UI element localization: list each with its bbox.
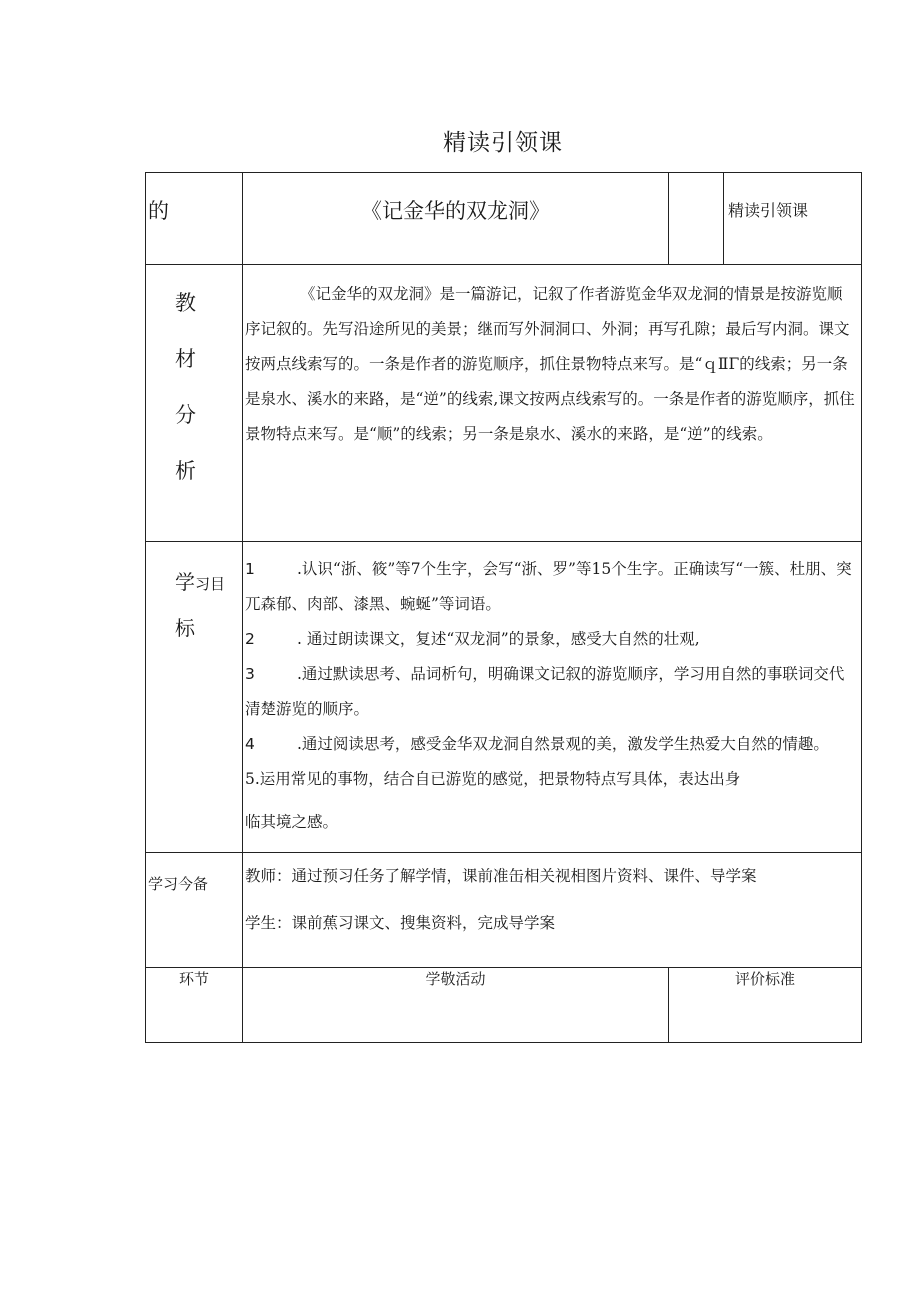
footer-row <box>146 968 862 1043</box>
goal-text: . 通过朗读课文，复述“双龙洞”的景象，感受大自然的壮观, <box>297 630 700 648</box>
goal-number: 1 <box>245 560 255 578</box>
course-type: 精读引领课 <box>724 173 862 265</box>
header-cell-3 <box>669 173 724 265</box>
goal-text: .认识“浙、筱”等7个生字，会写“浙、罗”等15个生字。正确读写“一簇、杜朋、突兀森郁、肉部、漆黑、蜿蜒”等词语。 <box>245 560 852 613</box>
goal-number: 4 <box>245 735 255 753</box>
goals-label-small: 习目 <box>195 575 226 593</box>
footer-cell-criteria: 评价标准 <box>669 968 862 1043</box>
prep-teacher: 教师：通过预习任务了解学情，课前准缶相关视相图片资料、课件、导学案 <box>245 867 757 885</box>
analysis-label-char: 析 <box>175 459 196 483</box>
goal-text: .通过阅读思考，感受金华双龙洞自然景观的美，激发学生热爱大自然的情趣。 <box>297 735 829 753</box>
header-cell-1: 的 <box>146 173 243 265</box>
goals-label-end: 标 <box>175 616 195 640</box>
page-title: 精读引领课 <box>443 130 563 156</box>
footer-cell-activity: 学敬活动 <box>243 968 669 1043</box>
analysis-row <box>146 265 862 542</box>
analysis-label-char: 教 <box>175 291 196 315</box>
lesson-plan-table <box>145 172 862 1043</box>
goal-number: 3 <box>245 665 255 683</box>
goal-number: 2 <box>245 630 255 648</box>
goals-row <box>146 542 862 853</box>
prep-row <box>146 853 862 968</box>
prep-label: 学习今备 <box>146 853 243 968</box>
analysis-label-char: 分 <box>175 403 196 427</box>
goal-item-5-continued: 临其境之感。 <box>245 813 339 831</box>
analysis-content <box>243 265 862 542</box>
goal-item-5: 5.运用常见的事物，结合自已游览的感觉，把景物特点写具体，表达出身 <box>245 770 741 788</box>
prep-content <box>243 853 862 968</box>
goal-item <box>245 552 857 622</box>
lesson-title: 《记金华的双龙洞》 <box>243 173 669 265</box>
goals-content <box>243 542 862 853</box>
goals-label-main: 学 <box>175 570 195 594</box>
goal-item <box>245 727 857 762</box>
goals-label <box>146 542 243 853</box>
goal-item <box>245 622 857 657</box>
goal-text: .通过默读思考、品词析句，明确课文记叙的游览顺序，学习用自然的事联词交代清楚游览的顺序。 <box>245 665 845 718</box>
header-row <box>146 173 862 265</box>
goal-item <box>245 657 857 727</box>
prep-student: 学生：课前蕉习课文、搜集资料，完成导学案 <box>245 914 556 932</box>
analysis-label-char: 材 <box>175 347 196 371</box>
footer-cell-stage: 环节 <box>146 968 243 1043</box>
analysis-paragraph: 《记金华的双龙洞》是一篇游记，记叙了作者游览金华双龙洞的情景是按游览顺序记叙的。先写沿途所见的美景；继而写外洞洞口、外洞；再写孔隙；最后写内洞。课文按两点线索写的。一条是作者的游览顺序，抓住景物特点来写。是“ｑⅡΓ的线索；另一条是泉水、溪水的来路，是“逆”的线索,课文按两点线索写的。一条是作者的游览顺序，抓住景物特点来写。是“顺”的线索；另一条是泉水、溪水的来路，是“逆”的线索。 <box>245 285 855 443</box>
analysis-label <box>146 265 243 542</box>
